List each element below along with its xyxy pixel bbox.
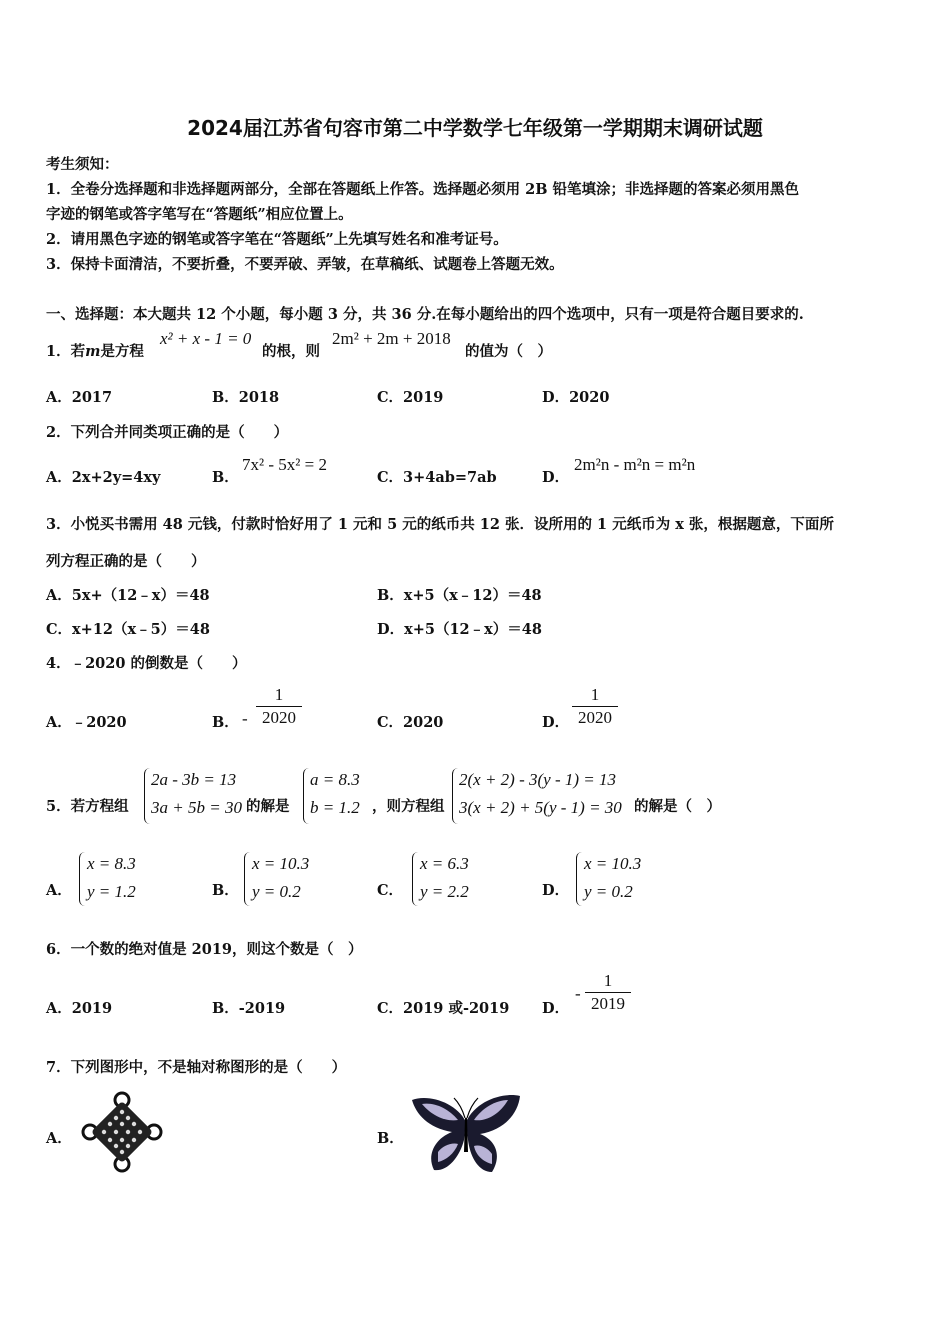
q4-option-d-label: D． — [542, 714, 570, 731]
q5-option-b-system — [252, 850, 309, 906]
q1-stem — [46, 340, 144, 361]
q3-stem-line2: 列方程正确的是（ ） — [46, 553, 206, 570]
q5-text3: ，则方程组 — [372, 798, 445, 815]
q4-option-b-fraction — [256, 684, 302, 729]
q5-system2-brace — [303, 768, 310, 824]
q6-option-d-sign: - — [575, 984, 581, 1003]
q5-option-b-brace — [244, 852, 251, 906]
q5-option-d-label: D． — [542, 882, 570, 899]
q1-text1: 1．若 — [46, 343, 86, 360]
q1-equation: x² + x - 1 = 0 — [160, 329, 252, 348]
q5-text2: 的解是 — [246, 798, 290, 815]
notice-line1a: 1．全卷分选择题和非选择题两部分，全部在答题纸上作答。选择题必须用 2B 铅笔填涂；非选择题的答案必须用黑色 — [46, 181, 800, 198]
q5-system2 — [310, 766, 360, 822]
chinese-knot-image — [80, 1090, 164, 1174]
q4-option-d-fraction — [572, 684, 618, 729]
q1-option-b: B．2018 — [212, 389, 280, 406]
q4-option-c: C．2020 — [377, 714, 444, 731]
q7-stem: 7．下列图形中，不是轴对称图形的是（ ） — [46, 1059, 347, 1076]
q6-option-d-denominator: 2019 — [591, 994, 625, 1013]
q5-system1 — [151, 766, 242, 822]
q5-system3-line2: 3(x + 2) + 5(y - 1) = 30 — [459, 798, 622, 817]
q1-option-c: C．2019 — [377, 389, 444, 406]
q7-option-b-label: B． — [377, 1130, 404, 1147]
q5-system3-line1: 2(x + 2) - 3(y - 1) = 13 — [459, 770, 617, 789]
q4-option-d-numerator: 1 — [572, 684, 618, 707]
q5-option-a-label: A． — [46, 882, 72, 899]
q1-text2: 是方程 — [100, 343, 144, 360]
q6-stem: 6．一个数的绝对值是 2019，则这个数是（ ） — [46, 941, 363, 958]
q5-system1-line2: 3a + 5b = 30 — [151, 798, 242, 817]
q6-option-c: C．2019 或-2019 — [377, 1000, 510, 1017]
notice-line2: 2．请用黑色字迹的钢笔或答字笔在“答题纸”上先填写姓名和准考证号。 — [46, 231, 508, 248]
q5-system1-brace — [144, 768, 151, 824]
q2-option-b-label: B． — [212, 469, 239, 486]
q5-system2-line2: b = 1.2 — [310, 798, 360, 817]
q5-system1-line1: 2a - 3b = 13 — [151, 770, 237, 789]
q1-option-d: D．2020 — [542, 389, 610, 406]
q4-option-b-sign: - — [242, 709, 248, 728]
q5-system3 — [459, 766, 622, 822]
q6-option-d-fraction — [585, 970, 631, 1015]
q5-option-d-brace — [576, 852, 583, 906]
q5-option-c-brace — [412, 852, 419, 906]
exam-title: 2024届江苏省句容市第二中学数学七年级第一学期期末调研试题 — [187, 116, 763, 140]
q1-variable: m — [85, 343, 101, 360]
q5-option-c-line1: x = 6.3 — [420, 854, 469, 873]
q6-option-d-label: D． — [542, 1000, 570, 1017]
q4-option-b-denominator: 2020 — [262, 708, 296, 727]
q5-system3-brace — [452, 768, 459, 824]
q7-option-a-label: A． — [46, 1130, 72, 1147]
q1-expression: 2m² + 2m + 2018 — [332, 329, 451, 348]
q3-stem-line1: 3．小悦买书需用 48 元钱，付款时恰好用了 1 元和 5 元的纸币共 12 张．设所用的 1 元纸币为 x 张，根据题意，下面所 — [46, 516, 834, 533]
q5-option-b-label: B． — [212, 882, 239, 899]
q2-option-c: C．3+4ab=7ab — [377, 469, 497, 486]
q5-option-d-line1: x = 10.3 — [584, 854, 642, 873]
q5-option-c-system — [420, 850, 469, 906]
q5-option-c-label: C． — [377, 882, 404, 899]
q2-option-a: A．2x+2y=4xy — [46, 469, 161, 486]
q5-option-a-line2: y = 1.2 — [87, 882, 136, 901]
q2-option-d-label: D． — [542, 469, 570, 486]
q2-stem: 2．下列合并同类项正确的是（ ） — [46, 424, 289, 441]
q3-option-a: A．5x+（12﹣x）＝48 — [46, 587, 210, 604]
q4-option-a: A．﹣2020 — [46, 714, 127, 731]
q5-option-b-line2: y = 0.2 — [252, 882, 301, 901]
q4-option-b-numerator: 1 — [256, 684, 302, 707]
q6-option-b: B．-2019 — [212, 1000, 286, 1017]
q2-option-b-expression: 7x² - 5x² = 2 — [242, 455, 327, 474]
q4-option-b-label: B． — [212, 714, 239, 731]
section-heading: 一、选择题：本大题共 12 个小题，每小题 3 分，共 36 分.在每小题给出的四个选项中，只有一项是符合题目要求的. — [46, 306, 804, 323]
q5-option-b-line1: x = 10.3 — [252, 854, 310, 873]
q4-option-d-denominator: 2020 — [578, 708, 612, 727]
butterfly-image — [408, 1092, 524, 1178]
q5-text1: 5．若方程组 — [46, 798, 129, 815]
q3-option-d: D．x+5（12﹣x）＝48 — [377, 621, 542, 638]
q5-option-a-brace — [79, 852, 86, 906]
q5-option-d-system — [584, 850, 641, 906]
notice-line3: 3．保持卡面清洁，不要折叠，不要弄破、弄皱，在草稿纸、试题卷上答题无效。 — [46, 256, 564, 273]
notice-heading: 考生须知： — [46, 156, 119, 173]
q3-option-b: B．x+5（x﹣12）＝48 — [377, 587, 542, 604]
q6-option-d-numerator: 1 — [585, 970, 631, 993]
q5-option-d-line2: y = 0.2 — [584, 882, 633, 901]
q1-option-a: A．2017 — [46, 389, 113, 406]
q5-text4: 的解是（ ） — [634, 798, 721, 815]
q6-option-a: A．2019 — [46, 1000, 113, 1017]
q5-option-a-system — [87, 850, 136, 906]
q5-system2-line1: a = 8.3 — [310, 770, 360, 789]
q4-stem: 4．﹣2020 的倒数是（ ） — [46, 655, 247, 672]
q2-option-d-expression: 2m²n - m²n = m²n — [574, 455, 696, 474]
q5-option-a-line1: x = 8.3 — [87, 854, 136, 873]
q3-option-c: C．x+12（x﹣5）＝48 — [46, 621, 210, 638]
q1-text3: 的根，则 — [262, 343, 320, 360]
q1-text4: 的值为（ ） — [465, 343, 552, 360]
notice-line1b: 字迹的钢笔或答字笔写在“答题纸”相应位置上。 — [46, 206, 353, 223]
q5-option-c-line2: y = 2.2 — [420, 882, 469, 901]
